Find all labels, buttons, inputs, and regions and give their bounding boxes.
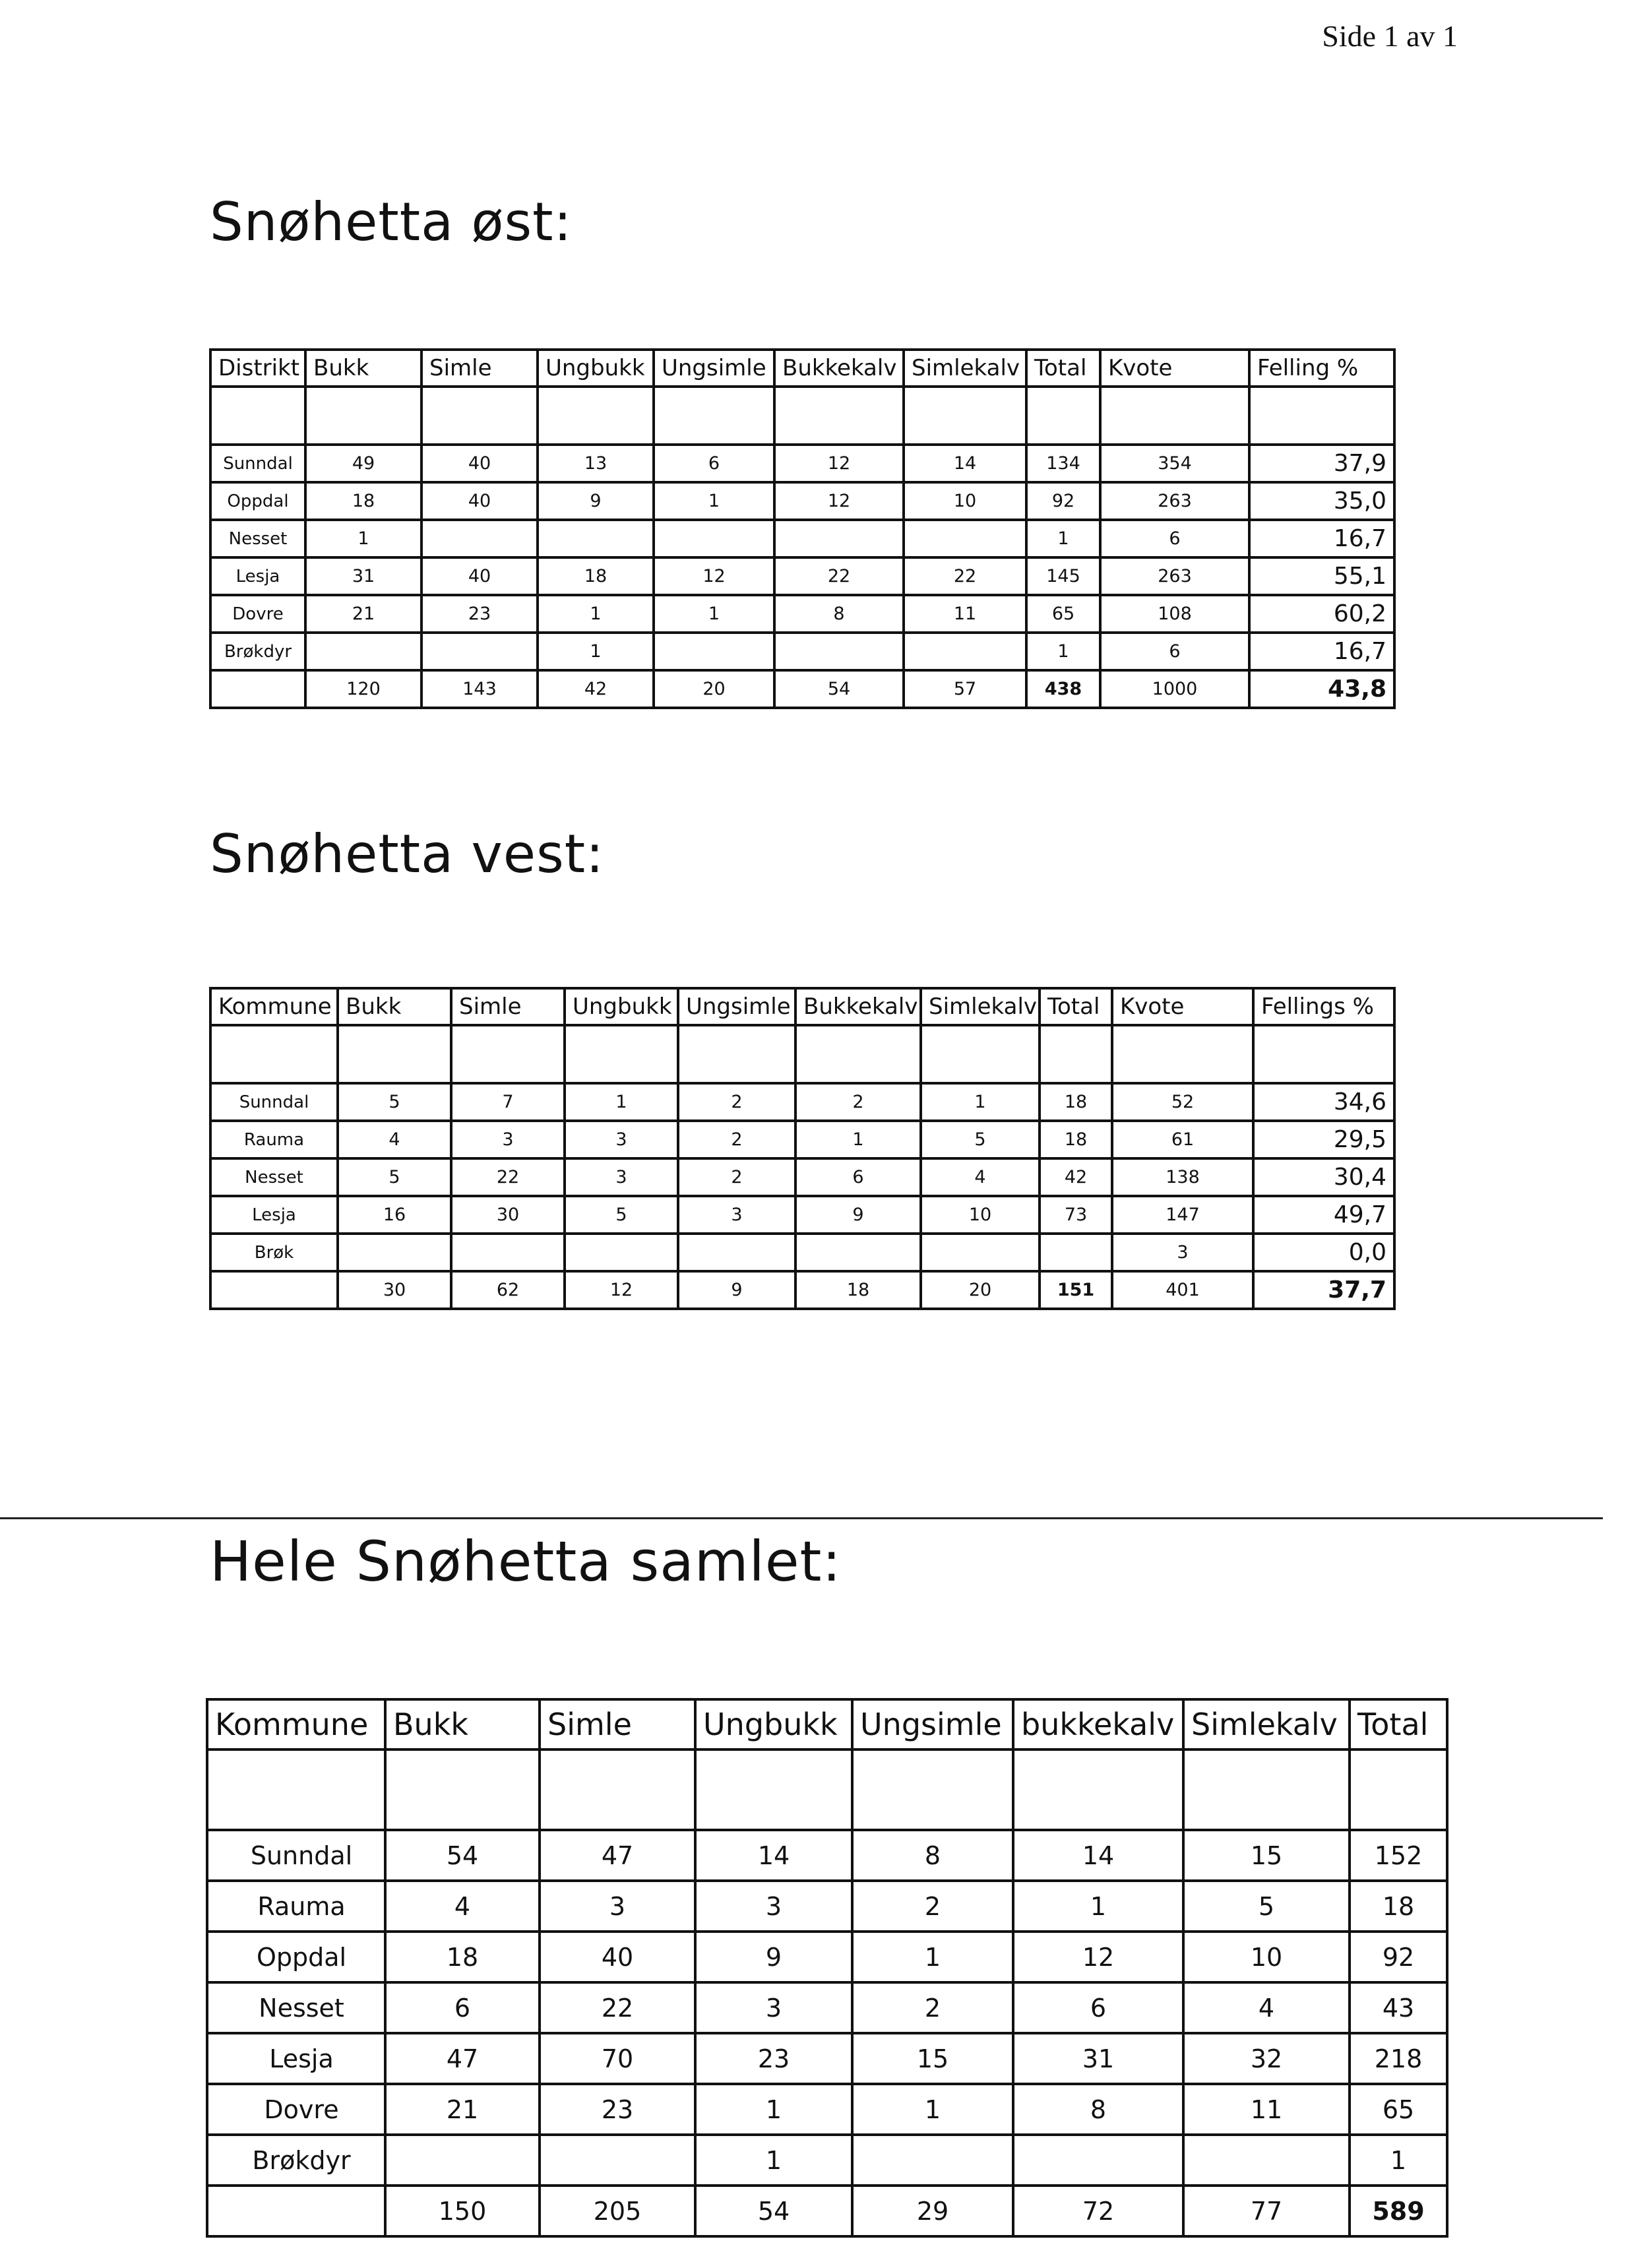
cell-bukk: 4 — [338, 1121, 451, 1158]
cell-ungbukk: 23 — [695, 2033, 852, 2084]
cell-bukkekalv: 18 — [795, 1271, 921, 1309]
column-header-bukkekalv: Bukkekalv — [774, 350, 904, 387]
blank-cell — [1040, 1025, 1112, 1083]
section-title-samlet: Hele Snøhetta samlet: — [210, 1529, 842, 1594]
cell-ungbukk — [538, 520, 654, 557]
cell-bukkekalv: 1 — [795, 1121, 921, 1158]
table-ost — [209, 348, 1396, 709]
cell-simle: 3 — [540, 1881, 695, 1932]
cell-ungsimle: 2 — [678, 1083, 795, 1121]
cell-ungbukk: 12 — [565, 1271, 678, 1309]
column-header-simlekalv: Simlekalv — [1183, 1699, 1350, 1749]
cell-simlekalv — [921, 1234, 1040, 1271]
cell-ungbukk: 1 — [565, 1083, 678, 1121]
cell-total: 218 — [1350, 2033, 1447, 2084]
cell-bukk: 1 — [305, 520, 421, 557]
cell-bukk: 54 — [385, 1830, 540, 1881]
header-row — [210, 350, 1394, 387]
cell-ungsimle — [852, 2135, 1013, 2186]
cell-simle: 23 — [540, 2084, 695, 2135]
row-label: Lesja — [207, 2033, 385, 2084]
cell-simle: 62 — [451, 1271, 565, 1309]
row-label — [210, 670, 305, 708]
blank-cell — [654, 387, 774, 445]
cell-bukk — [338, 1234, 451, 1271]
column-header-bukkekalv: bukkekalv — [1013, 1699, 1183, 1749]
blank-cell — [1249, 387, 1394, 445]
cell-fellings: 37,7 — [1253, 1271, 1394, 1309]
table-row — [207, 2033, 1447, 2084]
cell-fellings: 34,6 — [1253, 1083, 1394, 1121]
cell-simle: 40 — [421, 482, 538, 520]
cell-bukkekalv: 8 — [774, 595, 904, 633]
table-row — [210, 1121, 1394, 1158]
cell-simle: 23 — [421, 595, 538, 633]
cell-kvote: 6 — [1100, 520, 1249, 557]
cell-simlekalv — [1183, 2135, 1350, 2186]
cell-fellings: 0,0 — [1253, 1234, 1394, 1271]
cell-ungbukk: 18 — [538, 557, 654, 595]
cell-bukk — [385, 2135, 540, 2186]
cell-bukkekalv — [1013, 2135, 1183, 2186]
blank-cell — [538, 387, 654, 445]
cell-kvote: 3 — [1112, 1234, 1253, 1271]
totals-row — [210, 670, 1394, 708]
cell-total: 43 — [1350, 1982, 1447, 2033]
cell-bukk: 21 — [385, 2084, 540, 2135]
cell-ungsimle: 20 — [654, 670, 774, 708]
cell-ungsimle: 1 — [654, 595, 774, 633]
cell-bukk: 18 — [305, 482, 421, 520]
cell-ungsimle: 8 — [852, 1830, 1013, 1881]
cell-total: 42 — [1040, 1158, 1112, 1196]
blank-cell — [1253, 1025, 1394, 1083]
cell-bukkekalv: 9 — [795, 1196, 921, 1234]
cell-ungbukk: 3 — [565, 1158, 678, 1196]
cell-ungbukk: 3 — [695, 1881, 852, 1932]
cell-ungbukk: 42 — [538, 670, 654, 708]
cell-total: 1 — [1026, 633, 1100, 670]
table-row — [210, 1196, 1394, 1234]
column-header-simlekalv: Simlekalv — [904, 350, 1026, 387]
cell-simle — [421, 633, 538, 670]
cell-ungsimle: 2 — [678, 1158, 795, 1196]
cell-simlekalv — [904, 633, 1026, 670]
cell-ungbukk: 3 — [695, 1982, 852, 2033]
table-row — [210, 1158, 1394, 1196]
column-header-distrikt: Distrikt — [210, 350, 305, 387]
blank-cell — [385, 1749, 540, 1830]
table-row — [207, 1881, 1447, 1932]
cell-bukk — [305, 633, 421, 670]
cell-total: 589 — [1350, 2186, 1447, 2236]
column-header-kvote: Kvote — [1112, 988, 1253, 1025]
blank-cell — [210, 387, 305, 445]
cell-simlekalv: 10 — [921, 1196, 1040, 1234]
cell-ungsimle: 1 — [852, 2084, 1013, 2135]
column-header-total: Total — [1040, 988, 1112, 1025]
cell-bukkekalv: 6 — [795, 1158, 921, 1196]
row-label: Nesset — [210, 520, 305, 557]
blank-cell — [1100, 387, 1249, 445]
cell-bukk: 30 — [338, 1271, 451, 1309]
cell-simlekalv: 32 — [1183, 2033, 1350, 2084]
cell-ungsimle: 2 — [852, 1881, 1013, 1932]
blank-cell — [540, 1749, 695, 1830]
table-row — [207, 1982, 1447, 2033]
cell-ungbukk: 1 — [538, 633, 654, 670]
cell-bukk: 31 — [305, 557, 421, 595]
column-header-bukk: Bukk — [338, 988, 451, 1025]
column-header-fellings: Fellings % — [1253, 988, 1394, 1025]
row-label: Lesja — [210, 1196, 338, 1234]
column-header-ungsimle: Ungsimle — [852, 1699, 1013, 1749]
blank-cell — [774, 387, 904, 445]
cell-simle: 40 — [421, 557, 538, 595]
blank-row — [210, 387, 1394, 445]
cell-bukkekalv — [795, 1234, 921, 1271]
cell-bukkekalv — [774, 633, 904, 670]
cell-felling: 16,7 — [1249, 520, 1394, 557]
column-header-ungsimle: Ungsimle — [654, 350, 774, 387]
blank-cell — [210, 1025, 338, 1083]
cell-total: 151 — [1040, 1271, 1112, 1309]
cell-bukk: 120 — [305, 670, 421, 708]
cell-simlekalv: 11 — [1183, 2084, 1350, 2135]
cell-ungbukk: 14 — [695, 1830, 852, 1881]
cell-total: 92 — [1026, 482, 1100, 520]
cell-total: 65 — [1026, 595, 1100, 633]
cell-ungsimle: 2 — [678, 1121, 795, 1158]
cell-total: 134 — [1026, 445, 1100, 482]
cell-bukk: 18 — [385, 1932, 540, 1982]
cell-fellings: 30,4 — [1253, 1158, 1394, 1196]
cell-ungsimle: 1 — [654, 482, 774, 520]
cell-kvote: 61 — [1112, 1121, 1253, 1158]
row-label: Lesja — [210, 557, 305, 595]
row-label: Rauma — [210, 1121, 338, 1158]
page-number-label: Side 1 av 1 — [1322, 19, 1458, 53]
cell-total: 1 — [1350, 2135, 1447, 2186]
cell-total: 18 — [1040, 1083, 1112, 1121]
row-label: Dovre — [207, 2084, 385, 2135]
row-label: Nesset — [210, 1158, 338, 1196]
cell-bukk: 4 — [385, 1881, 540, 1932]
header-row — [207, 1699, 1447, 1749]
row-label: Brøk — [210, 1234, 338, 1271]
column-header-total: Total — [1026, 350, 1100, 387]
row-label: Brøkdyr — [210, 633, 305, 670]
column-header-kommune: Kommune — [207, 1699, 385, 1749]
cell-bukkekalv: 12 — [774, 445, 904, 482]
row-label: Sunndal — [210, 1083, 338, 1121]
cell-simle: 22 — [540, 1982, 695, 2033]
column-header-bukk: Bukk — [305, 350, 421, 387]
column-header-ungbukk: Ungbukk — [565, 988, 678, 1025]
cell-ungsimle — [654, 633, 774, 670]
cell-bukk: 6 — [385, 1982, 540, 2033]
cell-bukkekalv: 12 — [774, 482, 904, 520]
column-header-kommune: Kommune — [210, 988, 338, 1025]
cell-bukk: 49 — [305, 445, 421, 482]
cell-total: 18 — [1350, 1881, 1447, 1932]
table-row — [210, 1083, 1394, 1121]
cell-fellings: 29,5 — [1253, 1121, 1394, 1158]
cell-ungsimle: 29 — [852, 2186, 1013, 2236]
table-row — [207, 2084, 1447, 2135]
table-samlet — [206, 1698, 1448, 2238]
cell-kvote: 401 — [1112, 1271, 1253, 1309]
cell-ungbukk: 3 — [565, 1121, 678, 1158]
column-header-simle: Simle — [540, 1699, 695, 1749]
table-row — [210, 520, 1394, 557]
cell-total — [1040, 1234, 1112, 1271]
section-title-vest: Snøhetta vest: — [210, 823, 605, 885]
cell-kvote: 147 — [1112, 1196, 1253, 1234]
cell-bukk: 47 — [385, 2033, 540, 2084]
cell-total: 65 — [1350, 2084, 1447, 2135]
cell-ungsimle: 6 — [654, 445, 774, 482]
cell-ungsimle: 2 — [852, 1982, 1013, 2033]
cell-ungbukk: 5 — [565, 1196, 678, 1234]
cell-bukk: 21 — [305, 595, 421, 633]
cell-simlekalv: 4 — [1183, 1982, 1350, 2033]
cell-ungsimle: 1 — [852, 1932, 1013, 1982]
cell-simlekalv: 15 — [1183, 1830, 1350, 1881]
column-header-ungbukk: Ungbukk — [538, 350, 654, 387]
column-header-ungsimle: Ungsimle — [678, 988, 795, 1025]
cell-bukk: 16 — [338, 1196, 451, 1234]
blank-cell — [695, 1749, 852, 1830]
cell-ungsimle — [654, 520, 774, 557]
blank-cell — [1183, 1749, 1350, 1830]
cell-simlekalv: 57 — [904, 670, 1026, 708]
cell-simlekalv: 10 — [1183, 1932, 1350, 1982]
cell-simlekalv: 22 — [904, 557, 1026, 595]
cell-bukkekalv — [774, 520, 904, 557]
table-row — [210, 482, 1394, 520]
cell-bukkekalv: 2 — [795, 1083, 921, 1121]
cell-ungbukk: 9 — [695, 1932, 852, 1982]
cell-bukkekalv: 1 — [1013, 1881, 1183, 1932]
blank-cell — [795, 1025, 921, 1083]
cell-kvote: 6 — [1100, 633, 1249, 670]
row-label: Sunndal — [210, 445, 305, 482]
table-row — [207, 1932, 1447, 1982]
cell-simlekalv: 77 — [1183, 2186, 1350, 2236]
cell-simlekalv: 1 — [921, 1083, 1040, 1121]
cell-total: 145 — [1026, 557, 1100, 595]
divider-line — [0, 1517, 1603, 1519]
cell-ungbukk: 1 — [695, 2084, 852, 2135]
column-header-ungbukk: Ungbukk — [695, 1699, 852, 1749]
row-label: Nesset — [207, 1982, 385, 2033]
totals-row — [207, 2186, 1447, 2236]
cell-ungsimle: 3 — [678, 1196, 795, 1234]
blank-cell — [678, 1025, 795, 1083]
cell-total: 73 — [1040, 1196, 1112, 1234]
cell-simle: 7 — [451, 1083, 565, 1121]
cell-ungsimle: 9 — [678, 1271, 795, 1309]
blank-cell — [904, 387, 1026, 445]
table-row — [210, 595, 1394, 633]
blank-cell — [1026, 387, 1100, 445]
cell-simle: 3 — [451, 1121, 565, 1158]
row-label: Oppdal — [210, 482, 305, 520]
blank-cell — [1112, 1025, 1253, 1083]
cell-kvote: 263 — [1100, 482, 1249, 520]
column-header-kvote: Kvote — [1100, 350, 1249, 387]
cell-bukkekalv: 31 — [1013, 2033, 1183, 2084]
blank-cell — [565, 1025, 678, 1083]
cell-ungbukk — [565, 1234, 678, 1271]
cell-bukkekalv: 22 — [774, 557, 904, 595]
table-row — [207, 2135, 1447, 2186]
column-header-bukkekalv: Bukkekalv — [795, 988, 921, 1025]
row-label: Oppdal — [207, 1932, 385, 1982]
cell-simle: 22 — [451, 1158, 565, 1196]
cell-ungbukk: 9 — [538, 482, 654, 520]
blank-row — [207, 1749, 1447, 1830]
blank-cell — [451, 1025, 565, 1083]
cell-fellings: 49,7 — [1253, 1196, 1394, 1234]
cell-felling: 43,8 — [1249, 670, 1394, 708]
column-header-simlekalv: Simlekalv — [921, 988, 1040, 1025]
column-header-felling: Felling % — [1249, 350, 1394, 387]
table-row — [210, 633, 1394, 670]
cell-simle: 40 — [421, 445, 538, 482]
cell-bukkekalv: 12 — [1013, 1932, 1183, 1982]
cell-bukk: 5 — [338, 1083, 451, 1121]
cell-bukkekalv: 14 — [1013, 1830, 1183, 1881]
cell-felling: 37,9 — [1249, 445, 1394, 482]
cell-bukkekalv: 8 — [1013, 2084, 1183, 2135]
cell-bukkekalv: 54 — [774, 670, 904, 708]
cell-kvote: 354 — [1100, 445, 1249, 482]
table-row — [210, 445, 1394, 482]
section-title-ost: Snøhetta øst: — [210, 191, 573, 253]
cell-simlekalv: 5 — [921, 1121, 1040, 1158]
row-label — [207, 2186, 385, 2236]
cell-simlekalv: 20 — [921, 1271, 1040, 1309]
cell-bukk: 5 — [338, 1158, 451, 1196]
cell-felling: 55,1 — [1249, 557, 1394, 595]
cell-bukk: 150 — [385, 2186, 540, 2236]
cell-bukkekalv: 6 — [1013, 1982, 1183, 2033]
blank-cell — [1350, 1749, 1447, 1830]
cell-bukkekalv: 72 — [1013, 2186, 1183, 2236]
cell-ungsimle: 15 — [852, 2033, 1013, 2084]
cell-kvote: 108 — [1100, 595, 1249, 633]
cell-ungbukk: 13 — [538, 445, 654, 482]
blank-cell — [421, 387, 538, 445]
cell-felling: 35,0 — [1249, 482, 1394, 520]
cell-simle — [451, 1234, 565, 1271]
cell-kvote: 138 — [1112, 1158, 1253, 1196]
cell-ungbukk: 1 — [695, 2135, 852, 2186]
column-header-bukk: Bukk — [385, 1699, 540, 1749]
blank-cell — [921, 1025, 1040, 1083]
blank-cell — [305, 387, 421, 445]
table-row — [210, 1234, 1394, 1271]
cell-simle — [421, 520, 538, 557]
cell-simlekalv: 14 — [904, 445, 1026, 482]
column-header-simle: Simle — [421, 350, 538, 387]
totals-row — [210, 1271, 1394, 1309]
column-header-simle: Simle — [451, 988, 565, 1025]
cell-ungsimle — [678, 1234, 795, 1271]
cell-simlekalv: 5 — [1183, 1881, 1350, 1932]
cell-felling: 16,7 — [1249, 633, 1394, 670]
cell-simle: 30 — [451, 1196, 565, 1234]
header-row — [210, 988, 1394, 1025]
cell-total: 18 — [1040, 1121, 1112, 1158]
cell-total: 92 — [1350, 1932, 1447, 1982]
cell-total: 438 — [1026, 670, 1100, 708]
column-header-total: Total — [1350, 1699, 1447, 1749]
cell-simle: 70 — [540, 2033, 695, 2084]
blank-cell — [852, 1749, 1013, 1830]
row-label: Brøkdyr — [207, 2135, 385, 2186]
cell-simlekalv: 11 — [904, 595, 1026, 633]
row-label: Sunndal — [207, 1830, 385, 1881]
blank-cell — [338, 1025, 451, 1083]
cell-ungsimle: 12 — [654, 557, 774, 595]
cell-simlekalv: 10 — [904, 482, 1026, 520]
cell-felling: 60,2 — [1249, 595, 1394, 633]
cell-simle — [540, 2135, 695, 2186]
cell-simlekalv — [904, 520, 1026, 557]
blank-cell — [1013, 1749, 1183, 1830]
cell-total: 1 — [1026, 520, 1100, 557]
cell-ungbukk: 1 — [538, 595, 654, 633]
table-row — [207, 1830, 1447, 1881]
row-label: Rauma — [207, 1881, 385, 1932]
blank-row — [210, 1025, 1394, 1083]
cell-simle: 143 — [421, 670, 538, 708]
cell-kvote: 52 — [1112, 1083, 1253, 1121]
blank-cell — [207, 1749, 385, 1830]
cell-kvote: 1000 — [1100, 670, 1249, 708]
cell-simle: 40 — [540, 1932, 695, 1982]
cell-simle: 205 — [540, 2186, 695, 2236]
cell-simle: 47 — [540, 1830, 695, 1881]
table-vest — [209, 987, 1396, 1310]
table-row — [210, 557, 1394, 595]
cell-ungbukk: 54 — [695, 2186, 852, 2236]
cell-kvote: 263 — [1100, 557, 1249, 595]
row-label: Dovre — [210, 595, 305, 633]
cell-total: 152 — [1350, 1830, 1447, 1881]
cell-simlekalv: 4 — [921, 1158, 1040, 1196]
row-label — [210, 1271, 338, 1309]
